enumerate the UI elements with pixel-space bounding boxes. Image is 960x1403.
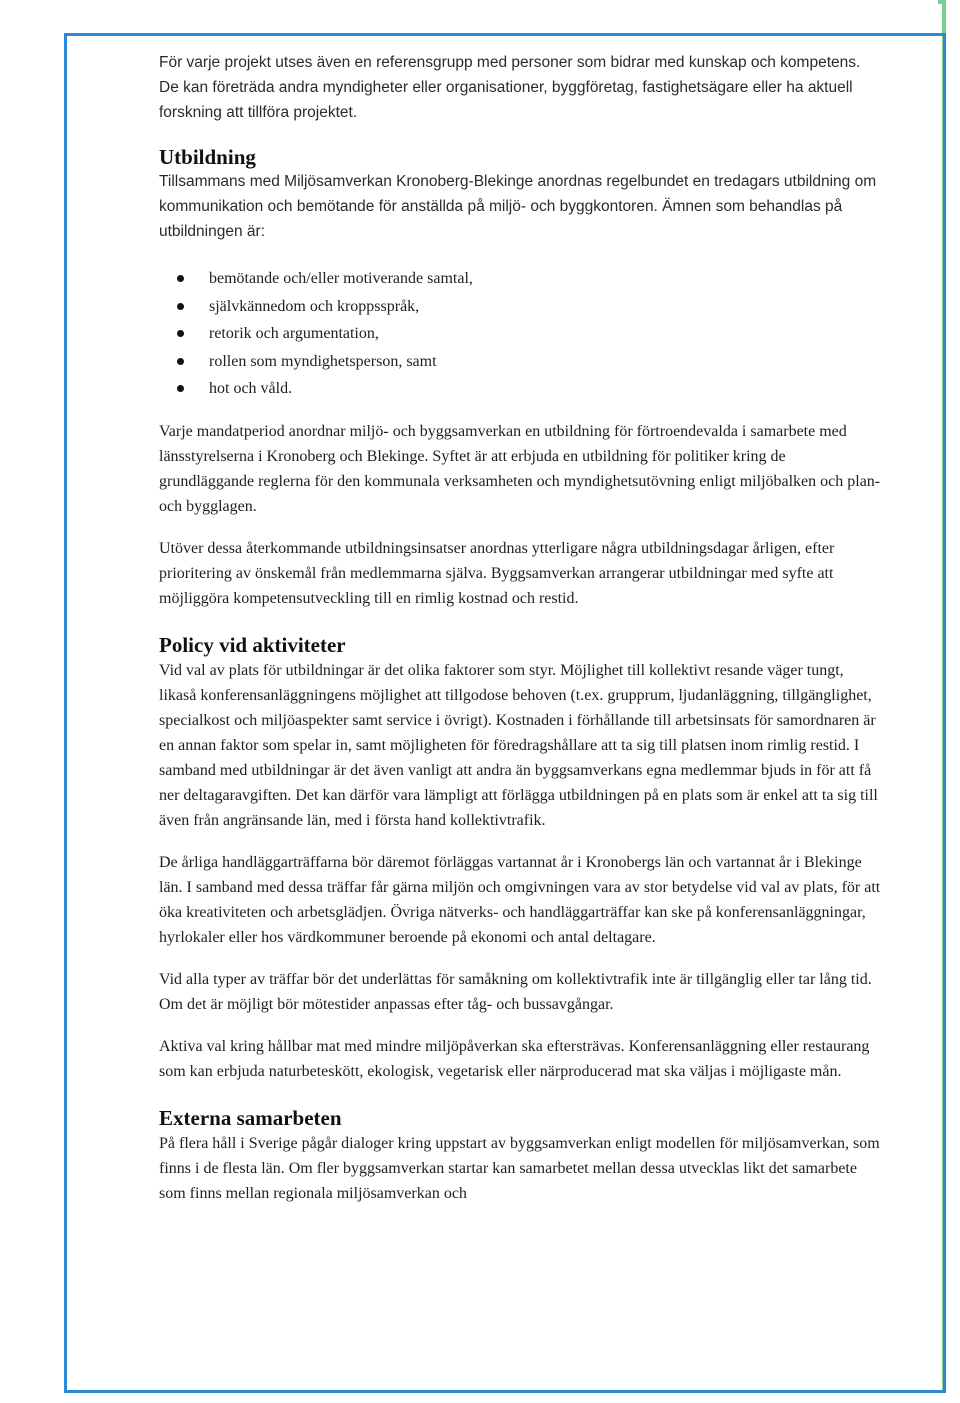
utbildning-paragraph-1: Tillsammans med Miljösamverkan Kronoberg-Blekinge anordnas regelbundet en tredagars utbildning om kommunikation och bemötande för anställda på miljö- och byggkontoren. Ämnen som behandlas på utbildningen är:	[159, 173, 877, 240]
bullet-icon	[177, 358, 184, 365]
topics-list	[159, 265, 881, 403]
utbildning-paragraph-3: Utöver dessa återkommande utbildningsinsatser anordnas ytterligare några utbildningsdagar årligen, efter prioritering av önskemål från medlemmarna själva. Byggsamverkan arrangerar utbildningar med syfte att möjliggöra kompetensutveckling till en rimlig kostnad och restid.	[159, 539, 835, 607]
bullet-icon	[177, 275, 184, 282]
intro-paragraph: För varje projekt utses även en referensgrupp med personer som bidrar med kunskap och kompetens. De kan företräda andra myndigheter eller organisationer, byggföretag, fastighetsägare eller ha aktuell forskning att tillföra projektet.	[159, 54, 861, 121]
bullet-icon	[177, 330, 184, 337]
externa-paragraph-1: På flera håll i Sverige pågår dialoger kring uppstart av byggsamverkan enligt modellen för miljösamverkan, som finns i de flesta län. Om fler byggsamverkan startar kan samarbetet mellan dessa utvecklas likt det samarbete som finns mellan regionala miljösamverkan och	[159, 1134, 880, 1202]
page-border-green-top	[938, 0, 946, 4]
list-item: bemötande och/eller motiverande samtal,	[159, 265, 881, 293]
list-item: retorik och argumentation,	[159, 320, 881, 348]
document-body	[159, 50, 881, 1206]
list-item: självkännedom och kroppsspråk,	[159, 293, 881, 321]
policy-paragraph-3: Vid alla typer av träffar bör det underlättas för samåkning om kollektivtrafik inte är tillgänglig eller tar lång tid. Om det är möjligt bör mötestider anpassas efter tåg- och bussavgångar.	[159, 970, 872, 1013]
heading-policy: Policy vid aktiviteter	[159, 632, 346, 657]
heading-utbildning: Utbildning	[159, 145, 256, 169]
policy-paragraph-1: Vid val av plats för utbildningar är det olika faktorer som styr. Möjlighet till kollektivt resande väger tungt, likaså konferensanläggningens möjlighet att tillgodose behoven (t.ex. grupprum, ljudanläggning, tillgänglighet, specialkost och miljöaspekter samt service i övrigt). Kostnaden i förhållande till arbetsinsats för samordnaren är en annan faktor som spelar in, samt möjligheten för föredragshållare att ta sig till platsen inom rimlig restid. I samband med utbildningar är det även vanligt att andra än byggsamverkans egna medlemmar bjuds in för att få ner deltagaravgiften. Det kan därför vara lämpligt att förlägga utbildningen på en plats som är enkel att ta sig till även från angränsande län, med i första hand kollektivtrafik.	[159, 661, 878, 829]
page-border-green	[942, 0, 946, 1393]
list-item: hot och våld.	[159, 375, 881, 403]
heading-externa-samarbeten: Externa samarbeten	[159, 1105, 342, 1130]
list-item: rollen som myndighetsperson, samt	[159, 348, 881, 376]
bullet-icon	[177, 303, 184, 310]
utbildning-paragraph-2: Varje mandatperiod anordnar miljö- och byggsamverkan en utbildning för förtroendevalda i samarbete med länsstyrelserna i Kronoberg och Blekinge. Syftet är att erbjuda en utbildning för politiker kring de grundläggande reglerna för den kommunala verksamheten och myndighetsutövning enligt miljöbalken och plan- och bygglagen.	[159, 422, 881, 515]
bullet-icon	[177, 385, 184, 392]
policy-paragraph-2: De årliga handläggarträffarna bör däremot förläggas vartannat år i Kronobergs län och vartannat år i Blekinge län. I samband med dessa träffar får gärna miljön och omgivningen vara av stor betydelse vid val av plats, för att öka kreativiteten och arbetsglädjen. Övriga nätverks- och handläggarträffar kan ske på konferensanläggningar, hyrlokaler eller hos värdkommuner beroende på ekonomi och antal deltagare.	[159, 853, 881, 946]
policy-paragraph-4: Aktiva val kring hållbar mat med mindre miljöpåverkan ska eftersträvas. Konferensanläggning eller restaurang som kan erbjuda naturbeteskött, ekologisk, vegetarisk eller närproducerad mat ska väljas i möjligaste mån.	[159, 1037, 870, 1080]
